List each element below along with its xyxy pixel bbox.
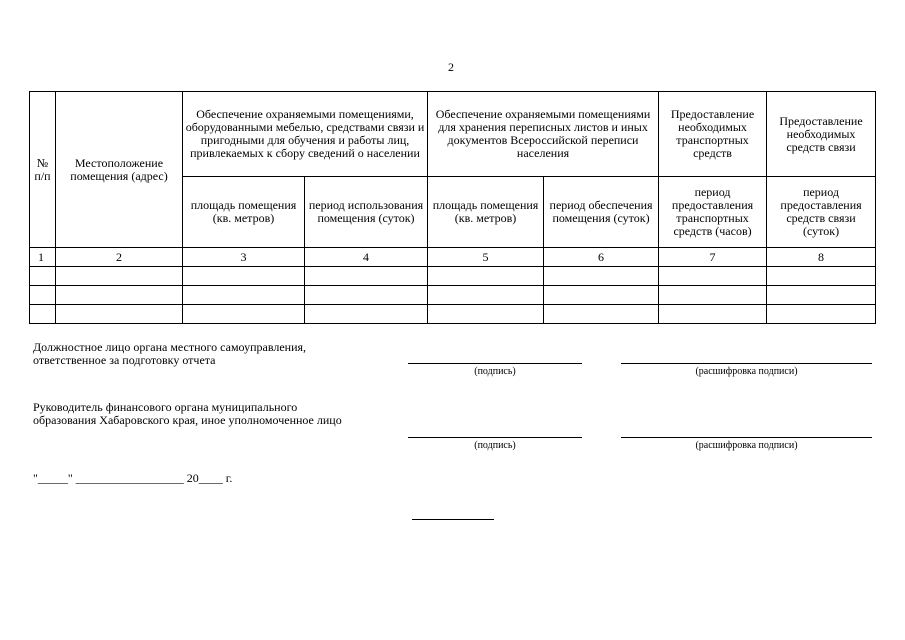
column-number-row	[30, 248, 876, 267]
header-transport: Предоставление необходимых транспортных средств	[659, 92, 767, 177]
signature-caption: (подпись)	[474, 366, 516, 377]
table-cell[interactable]	[428, 305, 544, 324]
header-training-premises: Обеспечение охраняемыми помещениями, оборудованными мебелью, средствами связи и пригодными для обучения и работы лиц, привлекаемых к сбору сведений о населении	[183, 92, 428, 177]
decoding-line[interactable]	[621, 363, 872, 364]
table-cell[interactable]	[659, 286, 767, 305]
table-cell[interactable]	[767, 305, 876, 324]
subheader-period-use: период использования помещения (суток)	[305, 177, 428, 248]
table-cell[interactable]	[659, 267, 767, 286]
end-separator	[412, 519, 494, 520]
column-number: 2	[56, 248, 183, 267]
signature-line[interactable]	[408, 437, 582, 438]
header-communication: Предоставление необходимых средств связи	[767, 92, 876, 177]
table-cell[interactable]	[767, 286, 876, 305]
table-cell[interactable]	[305, 267, 428, 286]
subheader-period-comm: период предоставления средств связи (суток)	[767, 177, 876, 248]
subheader-period-transport: период предоставления транспортных средств (часов)	[659, 177, 767, 248]
table-cell[interactable]	[767, 267, 876, 286]
table-row	[30, 305, 876, 324]
table-cell[interactable]	[30, 267, 56, 286]
table-cell[interactable]	[56, 267, 183, 286]
column-number: 3	[183, 248, 305, 267]
table-cell[interactable]	[183, 286, 305, 305]
table-row	[30, 286, 876, 305]
header-storage-premises: Обеспечение охраняемыми помещениями для хранения переписных листов и иных документов Всероссийской переписи населения	[428, 92, 659, 177]
column-number: 5	[428, 248, 544, 267]
table-cell[interactable]	[30, 305, 56, 324]
table-cell[interactable]	[428, 286, 544, 305]
report-table	[29, 91, 876, 324]
subheader-area-1: площадь помещения (кв. метров)	[183, 177, 305, 248]
page-number: 2	[448, 60, 454, 74]
subheader-period-provide: период обеспечения помещения (суток)	[544, 177, 659, 248]
column-number: 4	[305, 248, 428, 267]
table-cell[interactable]	[544, 286, 659, 305]
table-cell[interactable]	[544, 305, 659, 324]
table-cell[interactable]	[305, 305, 428, 324]
header-location: Местоположение помещения (адрес)	[56, 92, 183, 248]
header-no: № п/п	[30, 92, 56, 248]
table-row	[30, 267, 876, 286]
table-cell[interactable]	[659, 305, 767, 324]
table-cell[interactable]	[305, 286, 428, 305]
table-cell[interactable]	[428, 267, 544, 286]
subheader-area-2: площадь помещения (кв. метров)	[428, 177, 544, 248]
signature-caption: (подпись)	[474, 440, 516, 451]
signature-line[interactable]	[408, 363, 582, 364]
table-cell[interactable]	[544, 267, 659, 286]
decoding-caption: (расшифровка подписи)	[695, 366, 798, 377]
decoding-caption: (расшифровка подписи)	[695, 440, 798, 451]
column-number: 8	[767, 248, 876, 267]
column-number: 6	[544, 248, 659, 267]
table-cell[interactable]	[56, 305, 183, 324]
column-number: 1	[30, 248, 56, 267]
table-cell[interactable]	[183, 267, 305, 286]
table-cell[interactable]	[56, 286, 183, 305]
table-cell[interactable]	[30, 286, 56, 305]
column-number: 7	[659, 248, 767, 267]
table-cell[interactable]	[183, 305, 305, 324]
official-label: Должностное лицо органа местного самоуправления, ответственное за подготовку отчета	[33, 340, 307, 367]
head-label: Руководитель финансового органа муниципального образования Хабаровского края, иное уполномоченное лицо	[33, 400, 342, 427]
decoding-line[interactable]	[621, 437, 872, 438]
date-line[interactable]: "_____" __________________ 20____ г.	[33, 471, 233, 485]
